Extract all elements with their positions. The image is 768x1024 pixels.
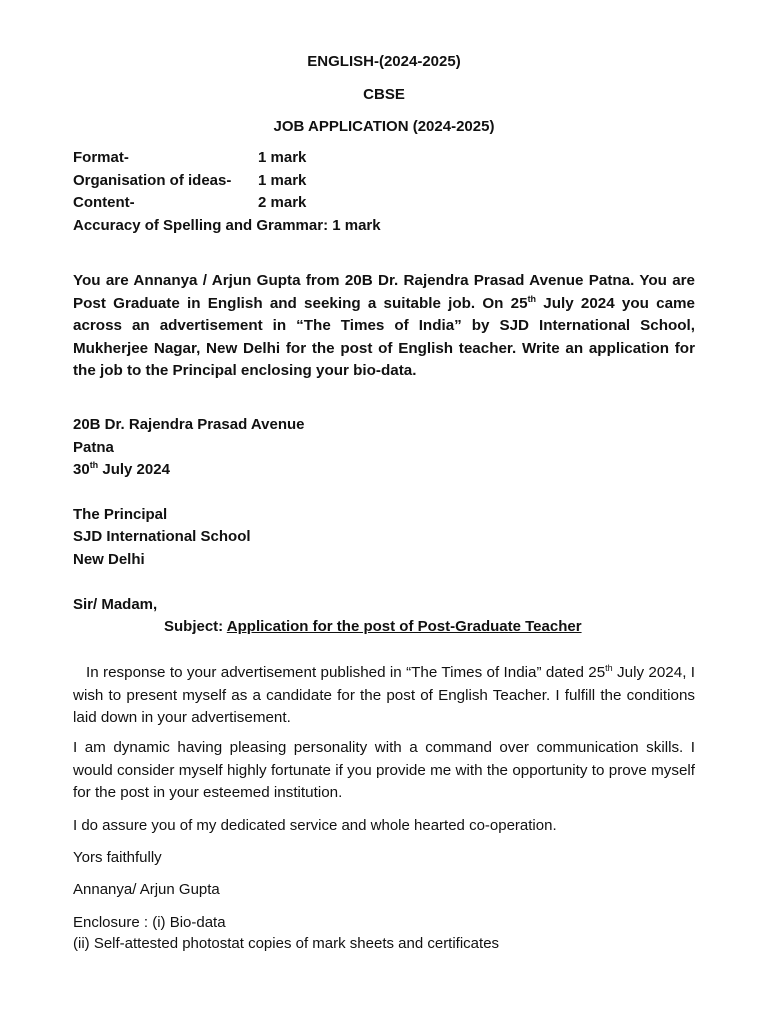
subject-label: Subject: (164, 618, 227, 635)
marking-value: 2 mark (258, 194, 307, 211)
question-text-2: July 2024 you came across an advertisement in “The Times of India” by SJD International School, Mukherjee Nagar, New Delhi for the post of English teacher. Write an application for the job to the Principal enclosing your bio-data. (73, 294, 695, 379)
question-prompt (73, 270, 695, 383)
body-paragraph-2: I am dynamic having pleasing personality with a command over communication skills. I would consider myself highly fortunate if you provide me with the opportunity to prove myself for the post in your esteemed institution. (73, 739, 695, 801)
closing: Yors faithfully (73, 849, 162, 866)
marking-organisation (73, 172, 306, 189)
sender-address: 20B Dr. Rajendra Prasad Avenue (73, 416, 305, 433)
salutation: Sir/ Madam, (73, 596, 158, 613)
recipient-city: New Delhi (73, 551, 145, 568)
recipient-school: SJD International School (73, 528, 251, 545)
marking-accuracy: Accuracy of Spelling and Grammar: 1 mark (73, 217, 381, 234)
marking-format (73, 149, 306, 166)
body-paragraph-3: I do assure you of my dedicated service and whole hearted co-operation. (73, 817, 557, 834)
marking-label: Format- (73, 149, 129, 166)
marking-label: Organisation of ideas- (73, 172, 232, 189)
subject-line (164, 618, 582, 635)
body-p1-sup: th (605, 662, 613, 673)
subject-text: Application for the post of Post-Graduate Teacher (226, 618, 582, 635)
header-board: CBSE (363, 86, 405, 103)
recipient-title: The Principal (73, 506, 168, 523)
letter-date (73, 461, 170, 478)
body-p1-text-2: July 2024, I wish to present myself as a candidate for the post of English Teacher. I fulfill the conditions laid down in your advertisement. (73, 664, 695, 726)
sender-city: Patna (73, 439, 114, 456)
header-title: JOB APPLICATION (2024-2025) (273, 118, 495, 135)
enclosure-line-2: (ii) Self-attested photostat copies of mark sheets and certificates (73, 935, 500, 952)
date-day: 30 (73, 461, 90, 478)
marking-content (73, 194, 306, 211)
signature: Annanya/ Arjun Gupta (73, 881, 220, 898)
date-sup: th (89, 460, 99, 470)
marking-value: 1 mark (258, 172, 307, 189)
body-paragraph-1 (73, 662, 695, 730)
enclosure-line-1: Enclosure : (i) Bio-data (73, 914, 226, 931)
question-sup: th (527, 293, 537, 304)
marking-label: Content- (73, 194, 135, 211)
marking-value: 1 mark (258, 149, 307, 166)
date-rest: July 2024 (98, 461, 170, 478)
question-text-1: You are Annanya / Arjun Gupta from 20B Dr. Rajendra Prasad Avenue Patna. You are Post Graduate in English and seeking a suitable job. On 25 (73, 272, 695, 312)
header-subject: ENGLISH-(2024-2025) (307, 53, 461, 70)
body-p1-text-1: In response to your advertisement published in “The Times of India” dated 25 (86, 664, 606, 681)
